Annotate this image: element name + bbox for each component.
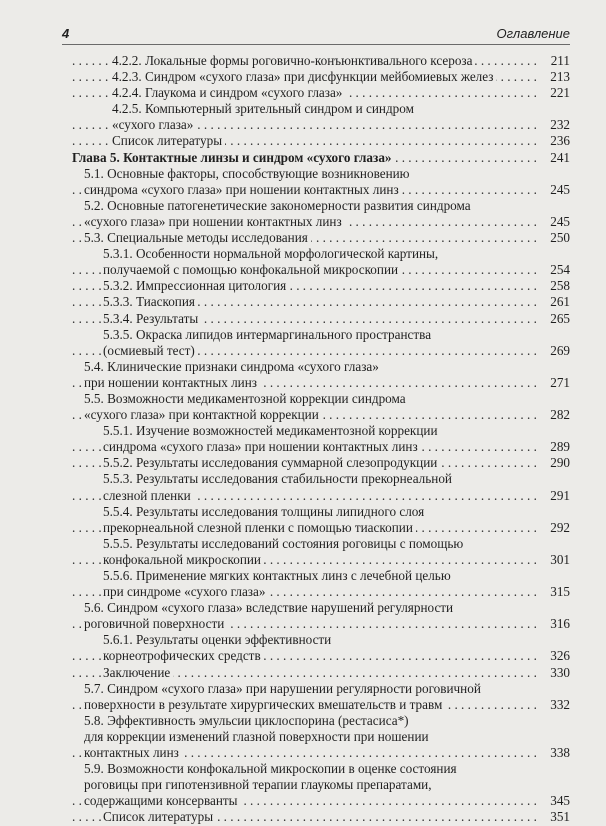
toc-entry-title: получаемой с помощью конфокальной микроскопии [103,262,401,277]
toc-entry-title: слезной пленки [103,488,194,503]
toc-entry [72,471,570,487]
toc-entry [72,182,570,198]
toc-entry [72,117,570,133]
toc-entry-page: 241 [540,150,570,166]
toc-entry-page: 269 [540,343,570,359]
toc-entry-title: синдрома «сухого глаза» при ношении контактных линз [84,182,402,197]
toc-entry [72,488,570,504]
toc-entry-page: 221 [540,85,570,101]
toc-entry-page: 290 [540,455,570,471]
toc-entry-page: 271 [540,375,570,391]
toc-entry [72,648,570,664]
toc-entry [72,150,570,166]
toc-entry-title: 5.3. Специальные методы исследования [84,230,311,245]
toc-entry-title: «сухого глаза» при контактной коррекции [84,407,322,422]
toc-entry-title: контактных линз [84,745,182,760]
toc-entry-title: 5.1. Основные факторы, способствующие возникновению [84,166,413,181]
toc-entry [72,681,570,697]
toc-entry-page: 289 [540,439,570,455]
table-of-contents [72,53,570,826]
toc-entry-title: содержащими консерванты [84,793,241,808]
toc-entry-title: 5.5.1. Изучение возможностей медикаментозной коррекции [103,423,441,438]
toc-entry-title: 5.6.1. Результаты оценки эффективности [103,632,334,647]
toc-entry-page: 326 [540,648,570,664]
toc-entry-title: Список литературы [103,809,216,824]
toc-entry-page: 291 [540,488,570,504]
toc-entry-title: при ношении контактных линз [84,375,260,390]
toc-entry [72,616,570,632]
toc-entry-title: 5.3.2. Импрессионная цитология [103,278,289,293]
toc-entry [72,407,570,423]
toc-entry-page: 301 [540,552,570,568]
toc-entry-title: «сухого глаза» [112,117,196,132]
toc-entry-page: 345 [540,793,570,809]
toc-entry-title: синдрома «сухого глаза» при ношении контактных линз [103,439,421,454]
toc-entry [72,327,570,343]
toc-entry [72,697,570,713]
toc-entry-title: 5.5.2. Результаты исследования суммарной слезопродукции [103,455,440,470]
toc-entry [72,294,570,310]
toc-entry-title: (осмиевый тест) [103,343,198,358]
toc-entry [72,777,570,793]
toc-entry [72,166,570,182]
toc-entry [72,568,570,584]
toc-entry-title: «сухого глаза» при ношении контактных линз [84,214,345,229]
toc-entry [72,230,570,246]
toc-entry-title: роговицы при гипотензивной терапии глаукомы препаратами, [84,777,435,792]
toc-entry-title: 5.5.5. Результаты исследований состояния роговицы с помощью [103,536,466,551]
toc-entry-page: 258 [540,278,570,294]
toc-entry [72,53,570,69]
toc-entry [72,262,570,278]
toc-entry [72,455,570,471]
toc-entry [72,793,570,809]
toc-entry-page: 250 [540,230,570,246]
toc-entry [72,439,570,455]
toc-entry-title: 5.7. Синдром «сухого глаза» при нарушении регулярности роговичной [84,681,484,696]
toc-entry-page: 232 [540,117,570,133]
toc-entry [72,584,570,600]
toc-entry-title: 5.2. Основные патогенетические закономерности развития синдрома [84,198,474,213]
toc-entry [72,745,570,761]
toc-entry [72,600,570,616]
toc-entry-page: 282 [540,407,570,423]
toc-entry-page: 316 [540,616,570,632]
toc-entry-page: 211 [540,53,570,69]
toc-entry-title: корнеотрофических средств [103,648,264,663]
toc-entry-title: прекорнеальной слезной пленки с помощью тиаскопии [103,520,416,535]
toc-entry-title: 5.3.5. Окраска липидов интермаргинального пространства [103,327,434,342]
toc-entry-page: 265 [540,311,570,327]
toc-entry [72,632,570,648]
toc-entry [72,665,570,681]
toc-entry-title: 5.5. Возможности медикаментозной коррекции синдрома [84,391,409,406]
toc-entry [72,214,570,230]
toc-entry-title: поверхности в результате хирургических вмешательств и травм [84,697,445,712]
toc-entry-title: 5.3.3. Тиаскопия [103,294,198,309]
toc-entry-title: 5.6. Синдром «сухого глаза» вследствие нарушений регулярности [84,600,456,615]
toc-entry-page: 351 [540,809,570,825]
toc-entry-page: 261 [540,294,570,310]
toc-entry [72,69,570,85]
toc-entry-title: Список литературы [112,133,225,148]
toc-entry-title: для коррекции изменений глазной поверхности при ношении [84,729,432,744]
toc-entry-page: 254 [540,262,570,278]
toc-entry [72,552,570,568]
toc-entry [72,85,570,101]
toc-entry [72,729,570,745]
toc-entry-page: 245 [540,214,570,230]
toc-entry-title: 5.4. Клинические признаки синдрома «сухого глаза» [84,359,382,374]
toc-entry-page: 292 [540,520,570,536]
toc-entry [72,809,570,825]
toc-entry [72,278,570,294]
page-header [62,26,570,45]
toc-entry [72,343,570,359]
toc-entry-title: 5.9. Возможности конфокальной микроскопии в оценке состояния [84,761,460,776]
toc-entry-title: Заключение [103,665,173,680]
toc-entry-title: Глава 5. Контактные линзы и синдром «сухого глаза» [72,150,395,165]
toc-entry [72,101,570,117]
toc-entry [72,391,570,407]
toc-entry [72,536,570,552]
toc-entry [72,761,570,777]
toc-entry-title: 5.5.6. Применение мягких контактных линз с лечебной целью [103,568,454,583]
toc-entry-title: 5.5.3. Результаты исследования стабильности прекорнеальной [103,471,455,486]
toc-entry-page: 330 [540,665,570,681]
running-title: Оглавление [496,26,570,41]
toc-entry-page: 245 [540,182,570,198]
toc-entry [72,713,570,729]
toc-entry-title: роговичной поверхности [84,616,227,631]
toc-entry-title: 4.2.5. Компьютерный зрительный синдром и синдром [112,101,417,116]
toc-entry-title: 4.2.4. Глаукома и синдром «сухого глаза» [112,85,345,100]
toc-entry-title: 5.3.4. Результаты [103,311,201,326]
toc-entry-title: 5.3.1. Особенности нормальной морфологической картины, [103,246,441,261]
toc-entry-title: 4.2.3. Синдром «сухого глаза» при дисфункции мейбомиевых желез [112,69,496,84]
toc-entry [72,359,570,375]
toc-entry [72,198,570,214]
page-number: 4 [62,26,70,41]
toc-entry [72,246,570,262]
toc-entry-page: 236 [540,133,570,149]
toc-entry-title: 5.5.4. Результаты исследования толщины липидного слоя [103,504,427,519]
toc-entry-title: 4.2.2. Локальные формы роговично-конъюнктивального ксероза [112,53,475,68]
toc-entry-title: 5.8. Эффективность эмульсии циклоспорина (рестасиса*) [84,713,412,728]
toc-entry-title: конфокальной микроскопии [103,552,264,567]
toc-entry [72,504,570,520]
toc-entry-page: 338 [540,745,570,761]
toc-entry-title: при синдроме «сухого глаза» [103,584,268,599]
toc-entry [72,423,570,439]
toc-entry-page: 315 [540,584,570,600]
toc-entry-page: 213 [540,69,570,85]
toc-entry [72,520,570,536]
toc-entry-page: 332 [540,697,570,713]
toc-entry [72,133,570,149]
toc-entry [72,375,570,391]
toc-entry [72,311,570,327]
